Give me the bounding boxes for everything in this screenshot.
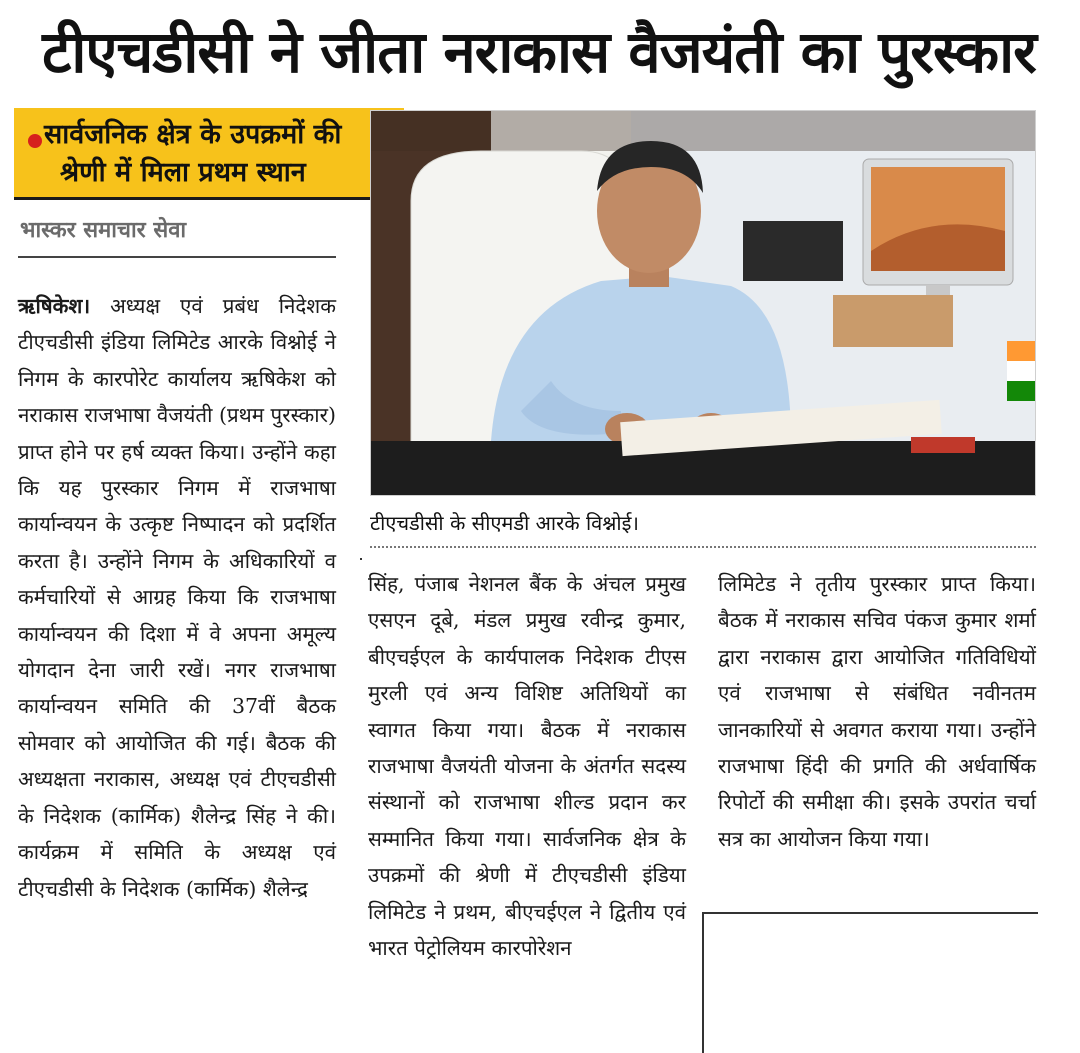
article-column-2: सिंह, पंजाब नेशनल बैंक के अंचल प्रमुख एसएन दूबे, मंडल प्रमुख रवीन्द्र कुमार, बीएचईएल के कार्यपालक निदेशक टीएस मुरली एवं अन्य विशिष्ट अतिथियों का स्वागत किया गया। बैठक में नराकास राजभाषा वैजयंती योजना के अंतर्गत सदस्य संस्थानों को राजभाषा शील्ड प्रदान कर सम्मानित किया गया। सार्वजनिक क्षेत्र के उपक्रमों की श्रेणी में टीएचडीसी इंडिया लिमिटेड ने प्रथम, बीएचईएल ने द्वितीय एवं भारत पेट्रोलियम कारपोरेशन (368, 572, 686, 961)
subheadline-line-2: श्रेणी में मिला प्रथम स्थान (60, 157, 306, 188)
article-column-3: लिमिटेड ने तृतीय पुरस्कार प्राप्त किया। बैठक में नराकास सचिव पंकज कुमार शर्मा द्वारा नराकास द्वारा आयोजित गतिविधियों एवं राजभाषा से संबंधित नवीनतम जानकारियों से अवगत कराया गया। उन्होंने राजभाषा हिंदी की प्रगति की अर्धवार्षिक रिपोर्टो की समीक्षा की। इसके उपरांत चर्चा सत्र का आयोजन किया गया। (718, 572, 1036, 851)
bullet-icon (28, 134, 42, 148)
headline: टीएचडीसी ने जीता नराकास वैजयंती का पुरस्कार (42, 18, 1036, 86)
article-column-1 (18, 288, 336, 907)
cmd-photo (370, 110, 1036, 496)
subheadline-line-1: सार्वजनिक क्षेत्र के उपक्रमों की (44, 119, 342, 150)
byline-divider (18, 256, 336, 258)
column-2-top-rule (360, 558, 362, 560)
column-3-bottom-rule (702, 912, 1038, 914)
dateline: ऋषिकेश। (18, 294, 91, 318)
photo-caption: टीएचडीसी के सीएमडी आरके विश्नोई। (370, 511, 639, 535)
photo-illustration (371, 111, 1036, 496)
column-1-text: अध्यक्ष एवं प्रबंध निदेशक टीएचडीसी इंडिया लिमिटेड आरके विश्नोई ने निगम के कारपोरेट कार्यालय ऋषिकेश को नराकास राजभाषा वैजयंती (प्रथम पुरस्कार) प्राप्त होने पर हर्ष व्यक्त किया। उन्होंने कहा कि यह पुरस्कार निगम में राजभाषा कार्यान्वयन के उत्कृष्ट निष्पादन को प्रदर्शित करता है। उन्होंने निगम के अधिकारियों व कर्मचारियों से आग्रह किया कि राजभाषा कार्यान्वयन की दिशा में वे अपना अमूल्य योगदान देना जारी रखें। नगर राजभाषा कार्यान्वयन समिति की 37वीं बैठक सोमवार को आयोजित की गई। बैठक की अध्यक्षता नराकास, अध्यक्ष एवं टीएचडीसी के निदेशक (कार्मिक) शैलेन्द्र सिंह ने की। कार्यक्रम में समिति के अध्यक्ष एवं टीएचडीसी के निदेशक (कार्मिक) शैलेन्द्र (18, 294, 336, 901)
column-2-right-rule (702, 912, 704, 1053)
caption-divider (370, 546, 1036, 548)
subheadline-box (14, 108, 404, 200)
byline: भास्कर समाचार सेवा (20, 218, 187, 243)
